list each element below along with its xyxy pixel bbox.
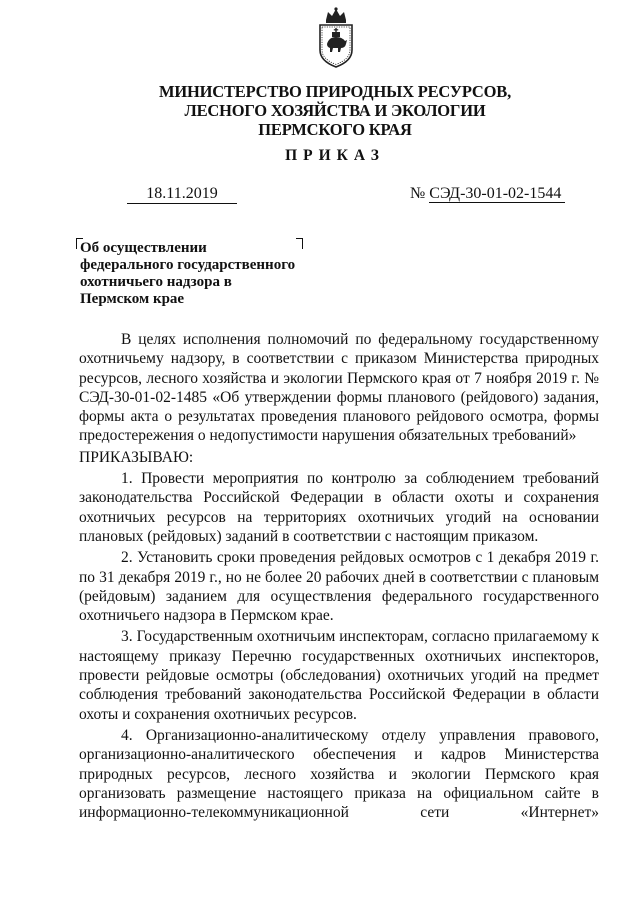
subject-line: Пермском крае (80, 291, 185, 307)
ministry-name-line: ЛЕСНОГО ХОЗЯЙСТВА И ЭКОЛОГИИ (184, 101, 486, 120)
order-item-2: 2. Установить сроки проведения рейдовых осмотров с 1 декабря 2019 г. по 31 декабря 2019 г., но не более 20 рабочих дней в соответствии с плановым (рейдовым) заданием для осуществления федерального государственного охотничьего надзора в Пермском крае. (79, 549, 599, 625)
perm-krai-coat-of-arms-icon (309, 6, 363, 70)
document-type-title: ПРИКАЗ (285, 147, 385, 164)
subject-line: охотничьего надзора в (80, 274, 232, 290)
ministry-name-line: ПЕРМСКОГО КРАЯ (258, 120, 412, 139)
document-subject (80, 240, 320, 308)
preamble-paragraph: В целях исполнения полномочий по федеральному государственному охотничьему надзору, в соответствии с приказом Министерства природных ресурсов, лесного хозяйства и экологии Пермского края от 7 ноября 2019 г. № СЭД-30-01-02-1485 «Об утверждении формы планового (рейдового) задания, формы акта о результатах проведения планового рейдового осмотра, формы предостережения о недопустимости нарушения обязательных требований» (79, 331, 599, 445)
ministry-name-line: МИНИСТЕРСТВО ПРИРОДНЫХ РЕСУРСОВ, (159, 82, 511, 101)
order-item-3: 3. Государственным охотничьим инспекторам, согласно прилагаемому к настоящему приказу Перечню государственных охотничьих инспекторов, провести рейдовые осмотры (обследования) охотничьих угодий на предмет соблюдения требований законодательства Российской Федерации в области охоты и сохранения охотничьих ресурсов. (79, 628, 599, 723)
subject-line: Об осуществлении (80, 240, 207, 256)
document-number (410, 185, 565, 203)
order-keyword: ПРИКАЗЫВАЮ: (79, 448, 194, 466)
order-item-4: 4. Организационно-аналитическому отделу управления правового, организационно-аналитического обеспечения и кадров Министерства природных ресурсов, лесного хозяйства и экологии Пермского края организовать размещение настоящего приказа на официальном сайте в информационно-телекоммуникационной сети «Интернет» (79, 726, 599, 822)
ministry-name (150, 82, 520, 139)
subject-line: федерального государственного (80, 257, 296, 273)
document-date: 18.11.2019 (127, 185, 237, 204)
number-sign: № (410, 185, 426, 202)
order-item-1: 1. Провести мероприятия по контролю за соблюдением требований законодательства Российской Федерации в области охоты и сохранения охотничьих ресурсов на территориях охотничьих угодий на основании плановых (рейдовых) заданий в соответствии с настоящим приказом. (79, 470, 599, 545)
document-number-value: СЭД-30-01-02-1544 (429, 185, 565, 203)
document-body (79, 330, 599, 824)
